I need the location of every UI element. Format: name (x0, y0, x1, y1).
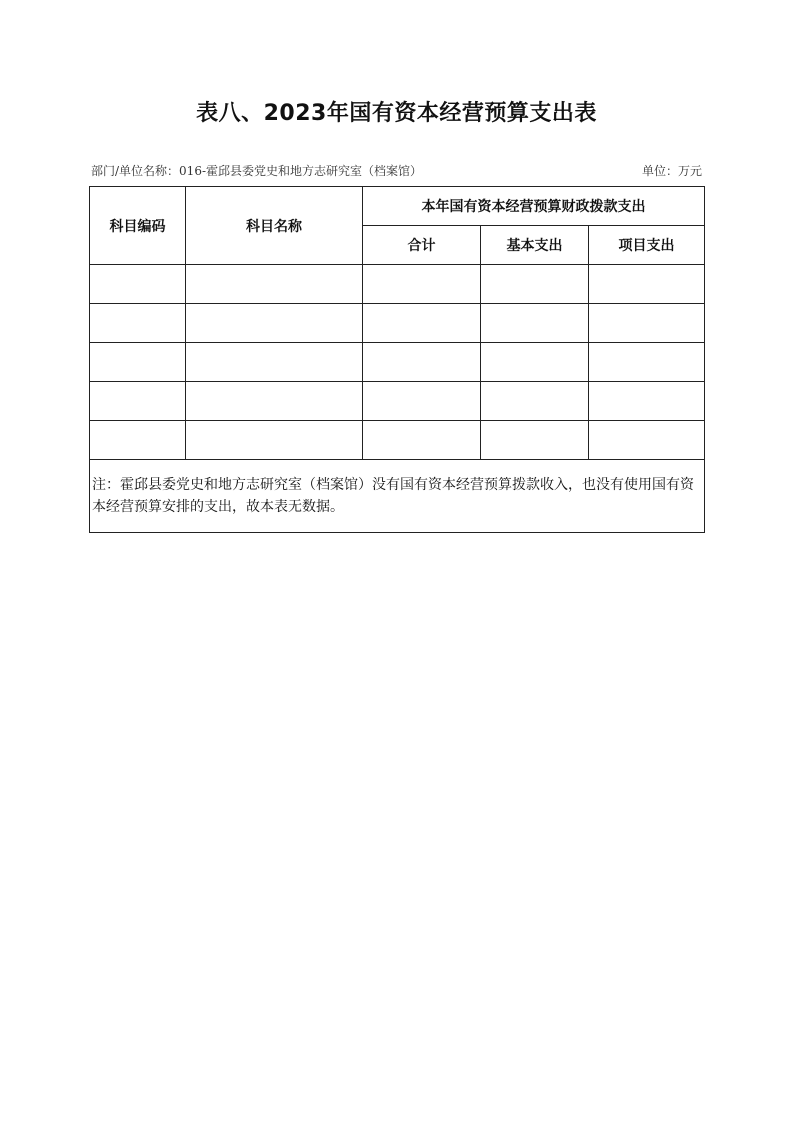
table-row (90, 265, 705, 304)
table-row (90, 382, 705, 421)
header-group: 本年国有资本经营预算财政拨款支出 (363, 187, 705, 226)
table-cell (90, 343, 186, 382)
table-cell (363, 304, 481, 343)
budget-table (89, 186, 705, 533)
header-subject-name: 科目名称 (186, 187, 363, 265)
table-cell (186, 382, 363, 421)
table-cell (186, 343, 363, 382)
table-cell (481, 265, 589, 304)
table-cell (481, 304, 589, 343)
table-cell (589, 421, 705, 460)
header-basic: 基本支出 (481, 226, 589, 265)
department-label: 部门/单位名称：016-霍邱县委党史和地方志研究室（档案馆） (91, 164, 423, 178)
table-cell (481, 382, 589, 421)
table-cell (186, 304, 363, 343)
table-cell (481, 421, 589, 460)
table-cell (90, 265, 186, 304)
header-total: 合计 (363, 226, 481, 265)
table-row (90, 421, 705, 460)
table-cell (481, 343, 589, 382)
header-subject-code: 科目编码 (90, 187, 186, 265)
table-cell (186, 265, 363, 304)
table-cell (589, 265, 705, 304)
table-cell (90, 421, 186, 460)
header-project: 项目支出 (589, 226, 705, 265)
table-cell (589, 304, 705, 343)
table-row (90, 304, 705, 343)
table-note: 注：霍邱县委党史和地方志研究室（档案馆）没有国有资本经营预算拨款收入，也没有使用国有资本经营预算安排的支出，故本表无数据。 (90, 460, 705, 533)
table-cell (363, 343, 481, 382)
page-title: 表八、2023年国有资本经营预算支出表 (196, 101, 597, 126)
table-cell (363, 421, 481, 460)
table-cell (589, 382, 705, 421)
table-cell (186, 421, 363, 460)
table-cell (363, 265, 481, 304)
table-cell (90, 382, 186, 421)
table-row (90, 343, 705, 382)
table-cell (90, 304, 186, 343)
table-cell (589, 343, 705, 382)
table-cell (363, 382, 481, 421)
unit-label: 单位：万元 (641, 164, 702, 178)
